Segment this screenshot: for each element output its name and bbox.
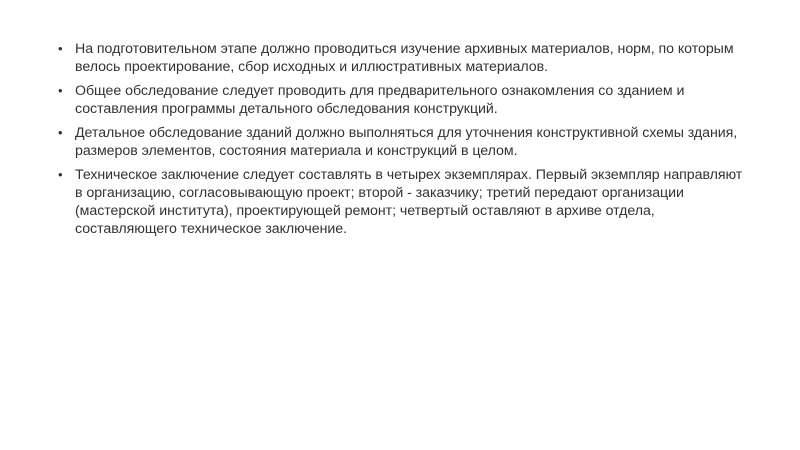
bullet-text: На подготовительном этапе должно проводиться изучение архивных материалов, норм, по которым велось проектирование, сбор исходных и иллюстративных материалов. — [75, 41, 734, 75]
bullet-dot-icon: • — [58, 83, 63, 98]
bullet-dot-icon: • — [58, 41, 63, 56]
bullet-list — [58, 40, 748, 244]
bullet-item-detailed-survey — [58, 124, 748, 160]
bullet-text: Детальное обследование зданий должно выполняться для уточнения конструктивной схемы здания, размеров элементов, состояния материала и конструкций в целом. — [75, 125, 738, 159]
bullet-dot-icon: • — [58, 125, 63, 140]
bullet-item-technical-conclusion — [58, 166, 748, 238]
bullet-text: Общее обследование следует проводить для предварительного ознакомления со зданием и составления программы детального обследования конструкций. — [75, 83, 685, 117]
bullet-dot-icon: • — [58, 167, 63, 182]
bullet-item-general-survey — [58, 82, 748, 118]
bullet-text: Техническое заключение следует составлять в четырех экземплярах. Первый экземпляр направляют в организацию, согласовывающую проект; второй - заказчику; третий передают организации (мастерской института), проектирующей ремонт; четвертый оставляют в архиве отдела, составляющего техническое заключение. — [75, 167, 743, 237]
bullet-item-archive-study — [58, 40, 748, 76]
